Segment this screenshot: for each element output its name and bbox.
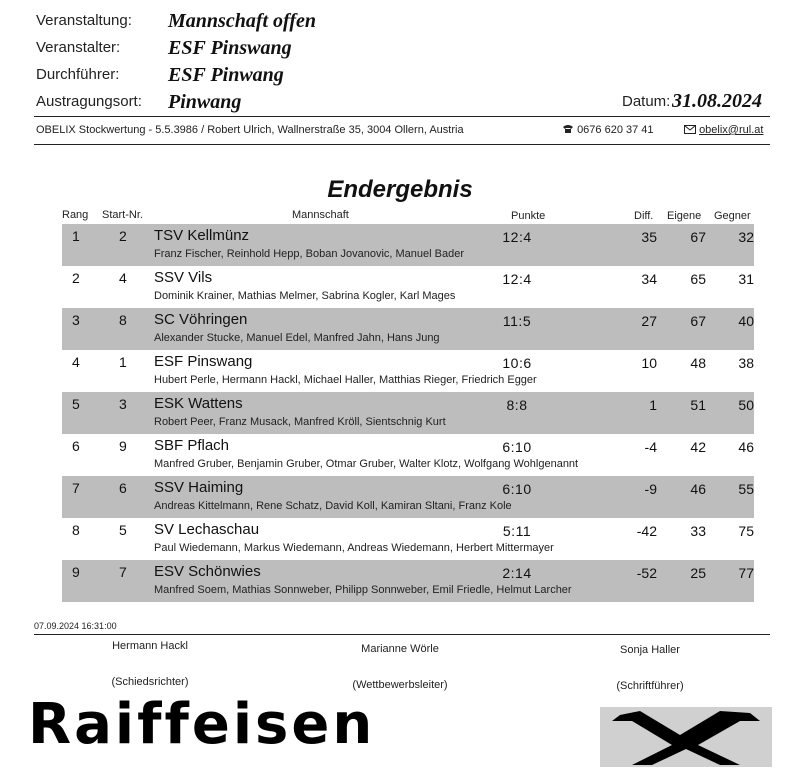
phone-number: 0676 620 37 41 <box>577 124 654 136</box>
col-header-own: Eigene <box>667 210 702 222</box>
opp-cell: 46 <box>738 439 754 455</box>
signature-role-referee: (Schiedsrichter) <box>111 676 189 688</box>
sponsor-logo-text: Raiffeisen <box>28 692 376 757</box>
info-divider <box>34 144 770 145</box>
points-cell: 11:5 <box>502 313 532 329</box>
signature-name-referee: Hermann Hackl <box>112 640 188 652</box>
field-label-organizer: Veranstalter: <box>36 39 121 56</box>
rang-cell: 3 <box>72 312 80 328</box>
phone-icon <box>562 124 574 134</box>
diff-cell: -52 <box>636 565 657 581</box>
diff-cell: 35 <box>641 229 657 245</box>
date-value: 31.08.2024 <box>672 90 762 112</box>
signature-role-director: (Wettbewerbsleiter) <box>352 679 448 691</box>
players-cell: Manfred Gruber, Benjamin Gruber, Otmar Gruber, Walter Klotz, Wolfgang Wohlgenannt <box>154 458 579 470</box>
field-label-venue: Austragungsort: <box>36 93 142 110</box>
team-cell: SV Lechaschau <box>154 521 260 538</box>
table-row <box>62 560 754 602</box>
table-row <box>62 266 754 308</box>
own-cell: 51 <box>690 397 706 413</box>
col-header-diff: Diff. <box>634 210 654 222</box>
opp-cell: 38 <box>738 355 754 371</box>
rang-cell: 6 <box>72 438 80 454</box>
opp-cell: 32 <box>738 229 754 245</box>
players-cell: Robert Peer, Franz Musack, Manfred Kröll, Sientschnig Kurt <box>154 416 446 428</box>
opp-cell: 50 <box>738 397 754 413</box>
points-cell: 2:14 <box>502 565 532 581</box>
col-header-opp: Gegner <box>714 210 751 222</box>
col-header-start: Start-Nr. <box>102 209 143 221</box>
start-cell: 2 <box>119 228 127 244</box>
col-header-team: Mannschaft <box>292 209 349 221</box>
points-cell: 10:6 <box>502 355 532 371</box>
table-row <box>62 308 754 350</box>
table-row <box>62 518 754 560</box>
players-cell: Alexander Stucke, Manuel Edel, Manfred Jahn, Hans Jung <box>154 332 440 344</box>
field-label-executor: Durchführer: <box>36 66 120 83</box>
signature-name-secretary: Sonja Haller <box>620 644 680 656</box>
field-value-event: Mannschaft offen <box>168 10 316 32</box>
diff-cell: 10 <box>641 355 657 371</box>
mail-icon <box>684 125 696 134</box>
own-cell: 48 <box>690 355 706 371</box>
rang-cell: 7 <box>72 480 80 496</box>
rang-cell: 8 <box>72 522 80 538</box>
points-cell: 12:4 <box>502 229 532 245</box>
rang-cell: 1 <box>72 228 80 244</box>
sponsor-emblem <box>600 707 772 767</box>
software-info: OBELIX Stockwertung - 5.5.3986 / Robert Ulrich, Wallnerstraße 35, 3004 Ollern, Austria <box>36 124 464 136</box>
printed-timestamp: 07.09.2024 16:31:00 <box>34 621 117 631</box>
rang-cell: 5 <box>72 396 80 412</box>
rang-cell: 9 <box>72 564 80 580</box>
team-cell: SC Vöhringen <box>154 311 248 328</box>
team-cell: ESV Schönwies <box>154 563 261 580</box>
team-cell: SSV Haiming <box>154 479 244 496</box>
start-cell: 8 <box>119 312 127 328</box>
own-cell: 65 <box>690 271 706 287</box>
start-cell: 4 <box>119 270 127 286</box>
points-cell: 6:10 <box>502 481 532 497</box>
points-cell: 8:8 <box>506 397 528 413</box>
team-cell: ESF Pinswang <box>154 353 253 370</box>
team-cell: TSV Kellmünz <box>154 227 250 244</box>
points-cell: 6:10 <box>502 439 532 455</box>
points-cell: 5:11 <box>502 523 532 539</box>
crossed-horse-heads-icon <box>600 707 772 767</box>
col-header-rang: Rang <box>62 209 89 221</box>
table-row <box>62 434 754 476</box>
diff-cell: -9 <box>644 481 657 497</box>
players-cell: Paul Wiedemann, Markus Wiedemann, Andreas Wiedemann, Herbert Mittermayer <box>154 542 554 554</box>
team-cell: SBF Pflach <box>154 437 230 454</box>
phone-contact <box>562 124 654 136</box>
points-cell: 12:4 <box>502 271 532 287</box>
own-cell: 33 <box>690 523 706 539</box>
field-value-executor: ESF Pinwang <box>168 64 284 86</box>
date-label: Datum: <box>622 93 671 110</box>
start-cell: 7 <box>119 564 127 580</box>
email-address: obelix@rul.at <box>699 124 764 136</box>
start-cell: 6 <box>119 480 127 496</box>
table-row <box>62 476 754 518</box>
footer-divider <box>34 634 770 635</box>
signature-role-secretary: (Schriftführer) <box>616 680 684 692</box>
table-row <box>62 392 754 434</box>
diff-cell: -42 <box>636 523 657 539</box>
diff-cell: 27 <box>641 313 657 329</box>
opp-cell: 77 <box>738 565 754 581</box>
diff-cell: -4 <box>644 439 657 455</box>
field-value-organizer: ESF Pinswang <box>168 37 292 59</box>
field-label-event: Veranstaltung: <box>36 12 132 29</box>
opp-cell: 55 <box>738 481 754 497</box>
players-cell: Andreas Kittelmann, Rene Schatz, David Koll, Kamiran Sltani, Franz Kole <box>154 500 512 512</box>
start-cell: 3 <box>119 396 127 412</box>
start-cell: 5 <box>119 522 127 538</box>
email-contact <box>684 124 763 136</box>
signature-name-director: Marianne Wörle <box>361 643 439 655</box>
players-cell: Manfred Soem, Mathias Sonnweber, Philipp Sonnweber, Emil Friedle, Helmut Larcher <box>154 584 572 596</box>
start-cell: 9 <box>119 438 127 454</box>
team-cell: ESK Wattens <box>154 395 243 412</box>
players-cell: Hubert Perle, Hermann Hackl, Michael Haller, Matthias Rieger, Friedrich Egger <box>154 374 537 386</box>
own-cell: 25 <box>690 565 706 581</box>
players-cell: Franz Fischer, Reinhold Hepp, Boban Jovanovic, Manuel Bader <box>154 248 465 260</box>
own-cell: 67 <box>690 229 706 245</box>
rang-cell: 4 <box>72 354 80 370</box>
header-divider <box>34 116 770 117</box>
team-cell: SSV Vils <box>154 269 213 286</box>
players-cell: Dominik Krainer, Mathias Melmer, Sabrina Kogler, Karl Mages <box>154 290 456 302</box>
table-row <box>62 224 754 266</box>
own-cell: 46 <box>690 481 706 497</box>
col-header-points: Punkte <box>511 210 546 222</box>
diff-cell: 1 <box>649 397 657 413</box>
table-row <box>62 350 754 392</box>
results-title: Endergebnis <box>327 176 473 203</box>
opp-cell: 31 <box>738 271 754 287</box>
opp-cell: 75 <box>738 523 754 539</box>
field-value-venue: Pinwang <box>168 91 242 113</box>
diff-cell: 34 <box>641 271 657 287</box>
own-cell: 67 <box>690 313 706 329</box>
own-cell: 42 <box>690 439 706 455</box>
opp-cell: 40 <box>738 313 754 329</box>
start-cell: 1 <box>119 354 127 370</box>
rang-cell: 2 <box>72 270 80 286</box>
